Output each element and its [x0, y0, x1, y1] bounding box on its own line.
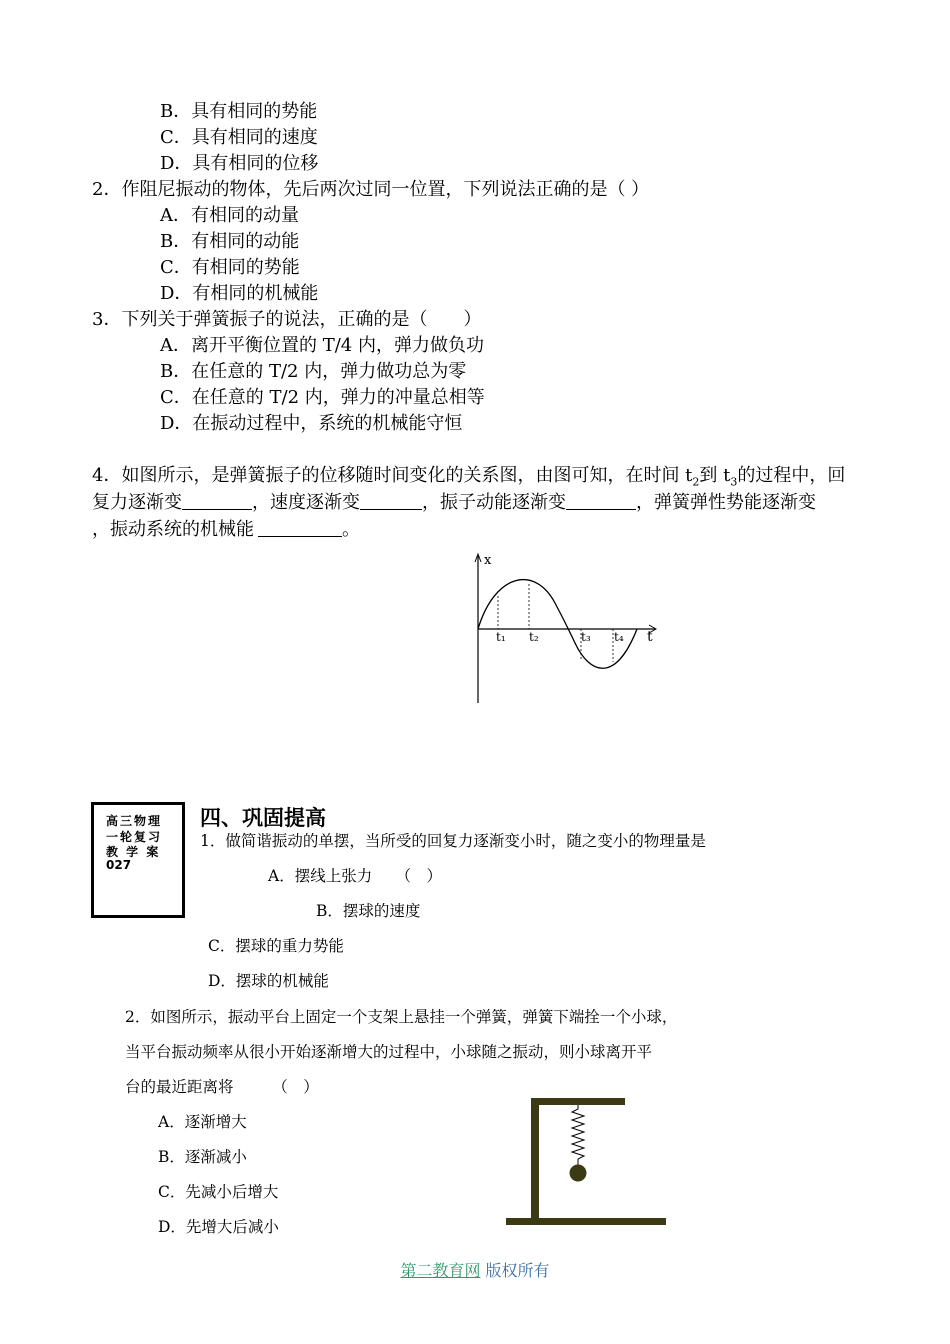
s4-q2-line-3: 台的最近距离将 （ ）: [125, 1078, 319, 1096]
s4-q2-option-c: C．先减小后增大: [158, 1183, 279, 1201]
s4-q1-option-c: C．摆球的重力势能: [208, 937, 344, 955]
answer-blank[interactable]: [182, 491, 252, 510]
q4-text: ，速度逐渐变: [252, 492, 360, 513]
box-line: 教 学 案: [106, 845, 161, 859]
q1-option-d: D．具有相同的位移: [160, 153, 319, 174]
q4-text: 的过程中，回: [737, 465, 846, 486]
q2-option-c: C．有相同的势能: [160, 257, 300, 278]
q4-text: 到 t: [699, 465, 731, 486]
vibrating-platform: [506, 1218, 666, 1225]
t4-label: t₄: [614, 630, 624, 644]
q1-option-b: B．具有相同的势能: [160, 101, 318, 122]
q4-text: 4．如图所示，是弹簧振子的位移随时间变化的关系图，由图可知，在时间 t: [92, 465, 693, 486]
footer-link[interactable]: 第二教育网: [400, 1261, 481, 1280]
s4-q1-option-a: A．摆线上张力 （ ）: [268, 867, 442, 885]
q4-text: ，弹簧弹性势能逐渐变: [636, 492, 816, 513]
stand-post: [531, 1098, 539, 1220]
s4-q2-option-b: B．逐渐减小: [158, 1148, 247, 1166]
box-line: 027: [106, 858, 132, 872]
q3-option-b: B．在任意的 T/2 内，弹力做功总为零: [160, 361, 467, 382]
q4-text: ，振动系统的机械能: [92, 519, 254, 540]
footer-text: 版权所有: [480, 1261, 550, 1280]
x-axis-label: t: [647, 629, 653, 645]
spring: [572, 1105, 584, 1165]
stand-arm: [531, 1098, 625, 1105]
q4-sub: 3: [730, 475, 738, 489]
q4-line-3: [92, 518, 360, 542]
q4-line-2: [92, 491, 816, 515]
t1-label: t₁: [496, 630, 506, 644]
footer: [0, 1258, 950, 1281]
s4-q1-stem: 1．做简谐振动的单摆，当所受的回复力逐渐变小时，随之变小的物理量是: [200, 832, 706, 850]
q4-text: ，振子动能逐渐变: [422, 492, 566, 513]
q3-stem: 3．下列关于弹簧振子的说法，正确的是（ ）: [92, 309, 482, 330]
box-line: 高三物理: [106, 814, 163, 828]
q2-option-d: D．有相同的机械能: [160, 283, 319, 304]
answer-blank[interactable]: [566, 491, 636, 510]
s4-q1-option-d: D．摆球的机械能: [208, 972, 329, 990]
t2-label: t₂: [529, 630, 539, 644]
spring-stand-figure: [500, 1092, 675, 1232]
course-label-box: [91, 802, 185, 918]
answer-blank[interactable]: [258, 518, 342, 537]
q2-option-b: B．有相同的动能: [160, 231, 300, 252]
q4-sub: 2: [692, 475, 700, 489]
q4-text: 复力逐渐变: [92, 492, 182, 513]
q2-option-a: A．有相同的动量: [160, 205, 299, 226]
y-axis-label: x: [484, 553, 492, 568]
s4-q2-line-1: 2．如图所示，振动平台上固定一个支架上悬挂一个弹簧，弹簧下端拴一个小球，: [125, 1008, 678, 1026]
s4-q2-option-a: A．逐渐增大: [158, 1113, 247, 1131]
q2-stem: 2．作阻尼振动的物体，先后两次过同一位置，下列说法正确的是（ ）: [92, 179, 650, 200]
q4-line-1: [92, 464, 845, 495]
s4-q1-option-b: B．摆球的速度: [316, 902, 421, 920]
box-line: 一轮复习: [106, 830, 163, 844]
q1-option-c: C．具有相同的速度: [160, 127, 318, 148]
q3-option-d: D．在振动过程中，系统的机械能守恒: [160, 413, 463, 434]
q3-option-c: C．在任意的 T/2 内，弹力的冲量总相等: [160, 387, 485, 408]
ball: [570, 1165, 587, 1182]
s4-q2-line-2: 当平台振动频率从很小开始逐渐增大的过程中，小球随之振动，则小球离开平: [125, 1043, 653, 1061]
displacement-time-graph: [465, 548, 665, 708]
q4-text: 。: [342, 519, 360, 540]
section-title: 四、巩固提高: [200, 806, 326, 830]
t3-label: t₃: [581, 630, 591, 644]
answer-blank[interactable]: [360, 491, 422, 510]
q3-option-a: A．离开平衡位置的 T/4 内，弹力做负功: [160, 335, 484, 356]
s4-q2-option-d: D．先增大后减小: [158, 1218, 279, 1236]
